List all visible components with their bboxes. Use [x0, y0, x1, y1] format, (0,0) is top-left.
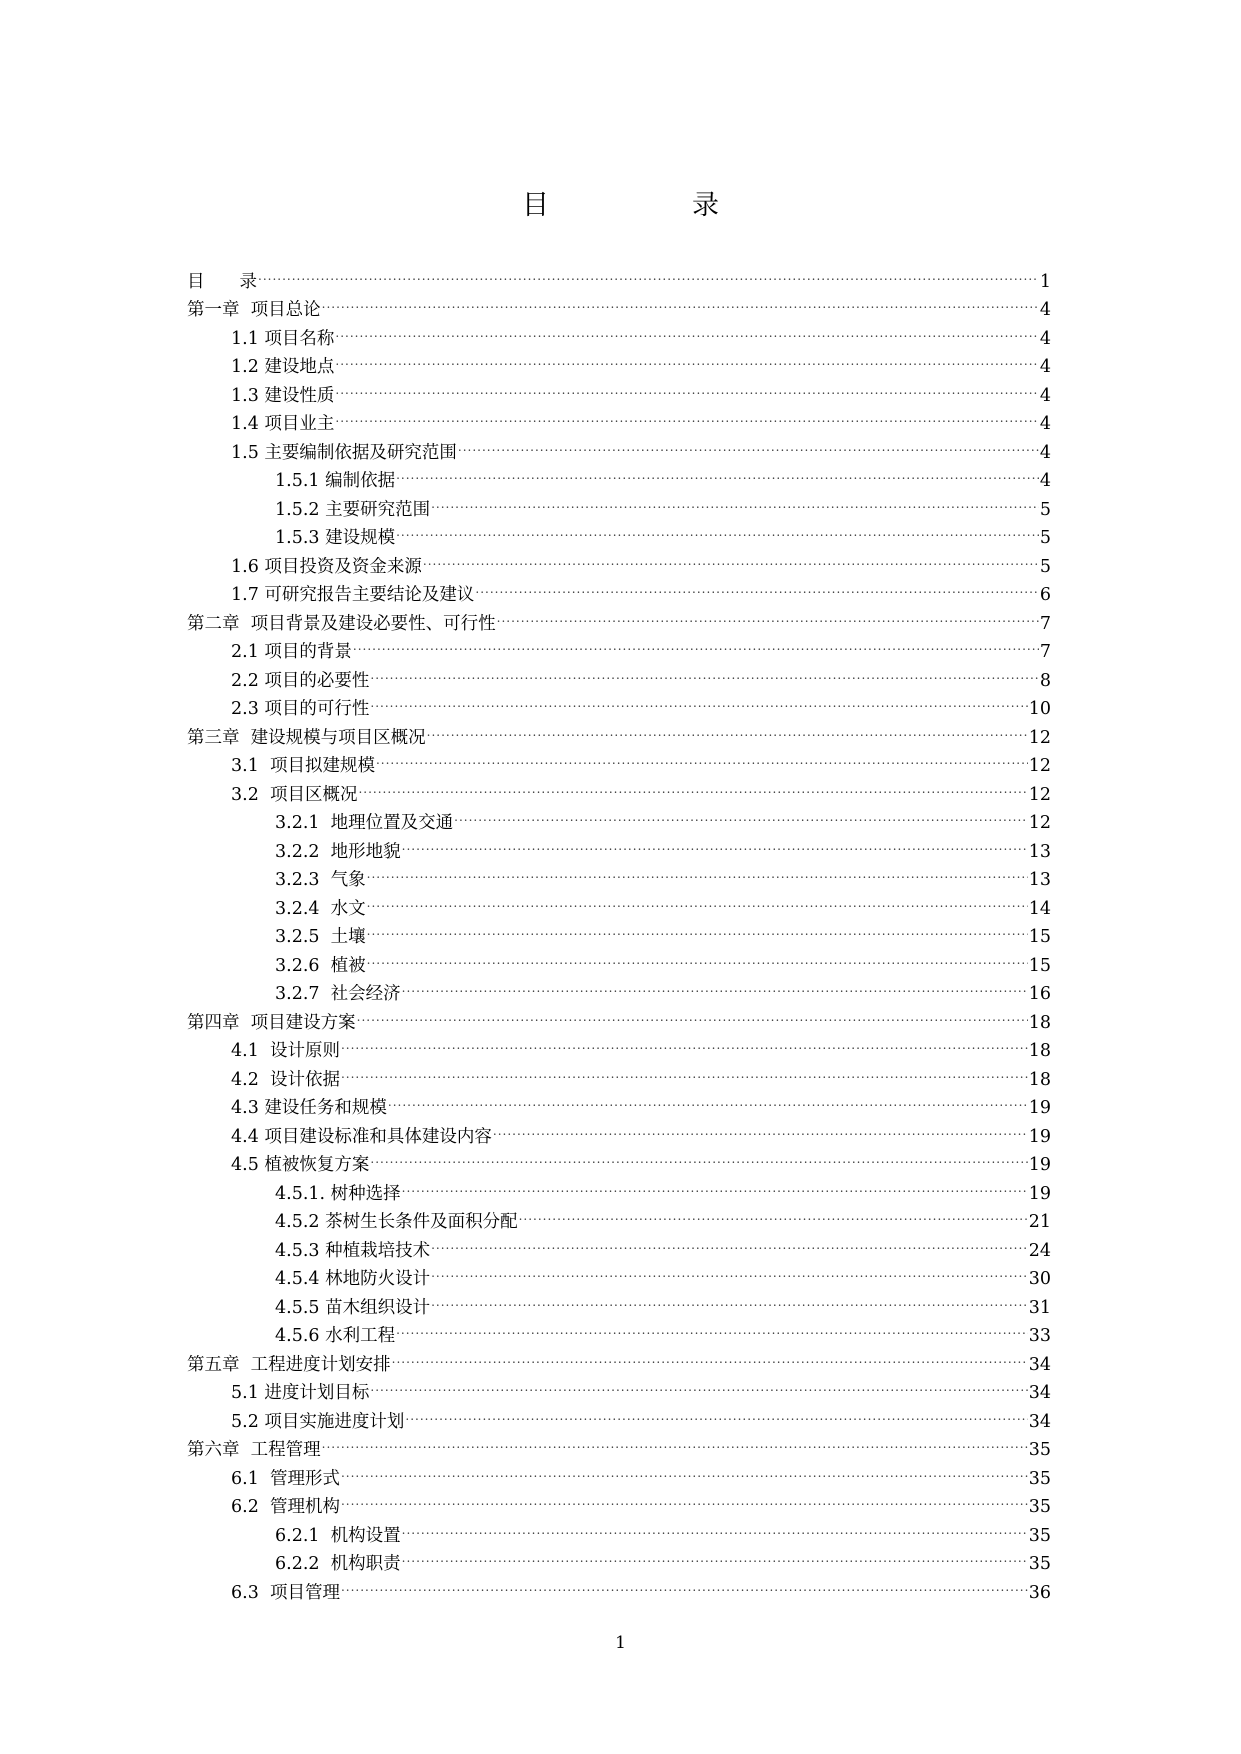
toc-entry-title: 2.1 项目的背景 [231, 642, 352, 662]
toc-entry-title: 3.2.2 地形地貌 [275, 841, 401, 862]
toc-dot-leader [357, 999, 1028, 1028]
toc-entry-title: 6.2 管理机构 [231, 1497, 340, 1517]
toc-entry-page: 5 [1039, 499, 1051, 520]
toc-entry-title: 4.1 设计原则 [231, 1041, 340, 1061]
toc-entry-page: 4 [1039, 300, 1051, 320]
toc-dot-leader [367, 914, 1028, 943]
toc-entry-title: 4.5.6 水利工程 [275, 1326, 396, 1346]
toc-entry-page: 34 [1028, 1411, 1051, 1432]
toc-entry-title: 5.1 进度计划目标 [231, 1383, 370, 1403]
toc-dot-leader [335, 315, 1038, 344]
toc-dot-leader [335, 344, 1038, 373]
toc-entry-page: 12 [1028, 756, 1051, 776]
toc-entry-title: 6.1 管理形式 [231, 1468, 340, 1489]
toc-entry-title: 3.1 项目拟建规模 [231, 756, 375, 776]
toc-entry-page: 19 [1028, 1155, 1051, 1175]
toc-dot-leader [367, 885, 1028, 914]
toc-entry-page: 10 [1028, 699, 1051, 719]
toc-entry-page: 8 [1039, 670, 1051, 691]
toc-dot-leader [367, 942, 1028, 971]
toc-dot-leader [402, 1541, 1028, 1570]
toc-entry-title: 3.2.5 土壤 [275, 927, 366, 947]
toc-entry-page: 4 [1039, 414, 1051, 434]
toc-entry-title: 1.2 建设地点 [231, 357, 335, 377]
toc-entry-title: 1.6 项目投资及资金来源 [231, 556, 422, 577]
toc-entry-page: 4 [1039, 385, 1051, 406]
toc-entry-title: 1.3 建设性质 [231, 385, 335, 406]
toc-entry-page: 16 [1028, 984, 1051, 1004]
toc-dot-leader [458, 429, 1039, 458]
toc-entry-title: 3.2.3 气象 [275, 870, 366, 890]
toc-entry-page: 35 [1028, 1440, 1051, 1460]
toc-entry-title: 4.3 建设任务和规模 [231, 1098, 387, 1118]
page-title: 目 录 [522, 190, 777, 221]
toc-entry-title: 6.2.2 机构职责 [275, 1554, 401, 1574]
toc-entry-title: 4.5 植被恢复方案 [231, 1155, 370, 1175]
toc-entry-title: 6.3 项目管理 [231, 1582, 340, 1603]
toc-dot-leader [427, 714, 1028, 743]
toc-entry-title: 1.4 项目业主 [231, 414, 335, 434]
toc-entry-title: 1.5.3 建设规模 [275, 528, 396, 548]
toc-entry-title: 3.2.1 地理位置及交通 [275, 813, 454, 833]
toc-entry-page: 36 [1028, 1582, 1051, 1603]
toc-dot-leader [341, 1056, 1028, 1085]
toc-entry-page: 5 [1039, 556, 1051, 577]
toc-dot-leader [431, 1284, 1028, 1313]
toc-dot-leader [402, 1512, 1028, 1541]
toc-entry-page: 19 [1028, 1183, 1051, 1204]
toc-dot-leader [341, 1028, 1028, 1057]
toc-entry-title: 5.2 项目实施进度计划 [231, 1411, 405, 1432]
toc-entry-page: 7 [1039, 642, 1051, 662]
toc-entry-title: 目 录 [187, 271, 257, 292]
toc-entry-title: 1.5.1 编制依据 [275, 471, 396, 491]
toc-entry-title: 3.2.7 社会经济 [275, 984, 401, 1004]
toc-dot-leader [402, 828, 1028, 857]
toc-dot-leader [370, 1142, 1027, 1171]
toc-entry-title: 1.7 可研究报告主要结论及建议 [231, 585, 475, 605]
toc-entry-page: 15 [1028, 927, 1051, 947]
toc-entry-page: 33 [1028, 1326, 1051, 1346]
toc-entry-title: 4.4 项目建设标准和具体建设内容 [231, 1126, 492, 1147]
toc-dot-leader [402, 971, 1028, 1000]
toc-dot-leader [341, 1484, 1028, 1513]
toc-entry-title: 3.2.6 植被 [275, 955, 366, 976]
toc-entry-title: 第六章 工程管理 [187, 1440, 321, 1460]
toc-entry-title: 4.5.4 林地防火设计 [275, 1269, 431, 1289]
toc-entry-title: 3.2 项目区概况 [231, 784, 358, 805]
toc-entry-page: 21 [1028, 1212, 1051, 1232]
toc-entry-page: 4 [1039, 328, 1051, 349]
toc-entry-page: 19 [1028, 1126, 1051, 1147]
toc-entry-page: 35 [1028, 1468, 1051, 1489]
toc-entry-page: 19 [1028, 1098, 1051, 1118]
toc-entry-page: 4 [1039, 357, 1051, 377]
toc-entry-title: 4.5.3 种植栽培技术 [275, 1240, 431, 1261]
toc-entry-page: 35 [1028, 1554, 1051, 1574]
toc-dot-leader [388, 1085, 1028, 1114]
toc-entry-page: 35 [1028, 1497, 1051, 1517]
toc-dot-leader [341, 1569, 1028, 1598]
toc-entry-page: 35 [1028, 1525, 1051, 1546]
toc-entry-title: 3.2.4 水文 [275, 898, 366, 919]
toc-entry-title: 第三章 建设规模与项目区概况 [187, 727, 426, 748]
toc-entry-page: 31 [1028, 1297, 1051, 1318]
toc-dot-leader [358, 771, 1027, 800]
toc-entry-title: 6.2.1 机构设置 [275, 1525, 401, 1546]
toc-entry-page: 13 [1028, 870, 1051, 890]
toc-entry-page: 18 [1028, 1012, 1051, 1033]
toc-entry-page: 12 [1028, 727, 1051, 748]
toc-entry-page: 4 [1039, 471, 1051, 491]
toc-entry-page: 1 [1039, 271, 1051, 292]
toc-entry-page: 5 [1039, 528, 1051, 548]
toc-dot-leader [431, 486, 1039, 515]
toc-entry-page: 24 [1028, 1240, 1051, 1261]
toc-dot-leader [519, 1199, 1028, 1228]
toc-dot-leader [341, 1455, 1028, 1484]
toc-dot-leader [405, 1398, 1027, 1427]
toc-entry-title: 1.5 主要编制依据及研究范围 [231, 442, 457, 463]
toc-dot-leader [396, 458, 1039, 487]
toc-entry-page: 18 [1028, 1041, 1051, 1061]
toc-entry-title: 4.5.1. 树种选择 [275, 1183, 401, 1204]
toc-entry-page: 7 [1039, 613, 1051, 634]
toc-entry-page: 12 [1028, 784, 1051, 805]
toc-entry-title: 4.5.5 苗木组织设计 [275, 1297, 431, 1318]
toc-entry-page: 6 [1039, 585, 1051, 605]
toc-dot-leader [396, 1313, 1028, 1342]
toc-dot-leader [370, 657, 1038, 686]
toc-entry-page: 14 [1028, 898, 1051, 919]
toc-entry[interactable] [187, 258, 1051, 292]
toc-entry-title: 1.1 项目名称 [231, 328, 335, 349]
toc-entry-title: 第一章 项目总论 [187, 300, 321, 320]
toc-entry-page: 30 [1028, 1269, 1051, 1289]
toc-entry-title: 第二章 项目背景及建设必要性、可行性 [187, 613, 496, 634]
toc-dot-leader [370, 1370, 1027, 1399]
toc-entry-title: 第五章 工程进度计划安排 [187, 1354, 391, 1375]
toc-dot-leader [322, 1427, 1028, 1456]
toc-dot-leader [402, 1170, 1028, 1199]
toc-entry[interactable] [187, 287, 1051, 320]
toc-entry-page: 13 [1028, 841, 1051, 862]
toc-entry-page: 34 [1028, 1354, 1051, 1375]
toc-dot-leader [335, 372, 1038, 401]
toc-dot-leader [258, 258, 1039, 287]
toc-entry-page: 18 [1028, 1069, 1051, 1090]
toc-entry-title: 4.5.2 茶树生长条件及面积分配 [275, 1212, 518, 1232]
toc-dot-leader [431, 1227, 1028, 1256]
toc-entry-page: 12 [1028, 813, 1051, 833]
toc-dot-leader [497, 600, 1039, 629]
toc-entry-page: 4 [1039, 442, 1051, 463]
toc-dot-leader [475, 572, 1038, 601]
toc-entry-title: 1.5.2 主要研究范围 [275, 499, 431, 520]
toc-dot-leader [493, 1113, 1028, 1142]
toc-dot-leader [370, 686, 1027, 715]
toc-entry-title: 2.2 项目的必要性 [231, 670, 370, 691]
toc-dot-leader [423, 543, 1039, 572]
toc-dot-leader [392, 1341, 1028, 1370]
toc-dot-leader [454, 800, 1028, 829]
toc-dot-leader [396, 515, 1039, 544]
page-number: 1 [615, 1633, 626, 1653]
toc-entry-page: 34 [1028, 1383, 1051, 1403]
toc-dot-leader [431, 1256, 1028, 1285]
toc-entry-title: 2.3 项目的可行性 [231, 699, 370, 719]
toc-dot-leader [367, 857, 1028, 886]
table-of-contents [187, 258, 1051, 1603]
toc-dot-leader [376, 743, 1028, 772]
toc-entry-title: 第四章 项目建设方案 [187, 1012, 356, 1033]
toc-entry-page: 15 [1028, 955, 1051, 976]
toc-dot-leader [353, 629, 1039, 658]
toc-entry-title: 4.2 设计依据 [231, 1069, 340, 1090]
toc-dot-leader [322, 287, 1039, 316]
toc-dot-leader [335, 401, 1038, 430]
